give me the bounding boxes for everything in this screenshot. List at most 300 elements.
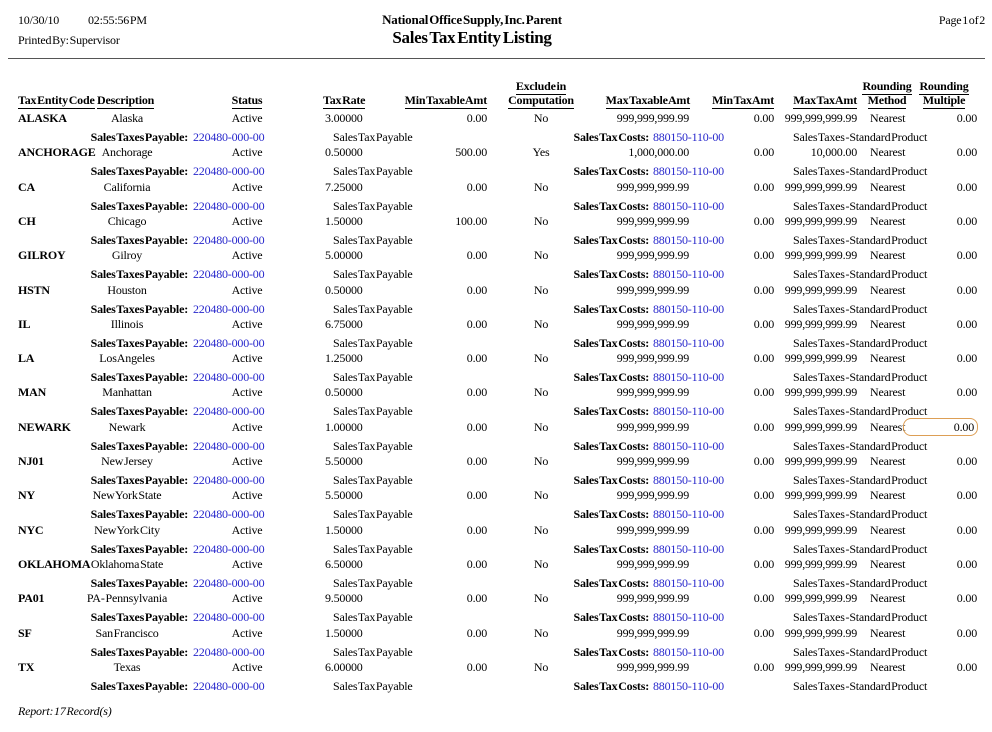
sales-tax-costs-account-link[interactable]: 880150-110-00 [653, 199, 724, 213]
exclude-in-computation-value: No [533, 626, 549, 640]
max-tax-amt-value: 999,999,999.99 [784, 626, 857, 640]
min-tax-amt-value: 0.00 [753, 317, 774, 331]
col-header-status: Status [231, 93, 263, 107]
col-header-tax-entity-code: Tax Entity Code [18, 93, 95, 107]
tax-entity-code: LA [18, 351, 35, 365]
tax-entity-description: Houston [107, 283, 147, 297]
sales-tax-costs-label: Sales Tax Costs: [573, 130, 649, 144]
rounding-method-value: Nearest [870, 317, 906, 331]
sales-tax-costs-account-link[interactable]: 880150-110-00 [653, 507, 724, 521]
sales-tax-costs-account-link[interactable]: 880150-110-00 [653, 610, 724, 624]
max-tax-amt-value: 999,999,999.99 [784, 317, 857, 331]
gl-accounts-line [0, 680, 992, 694]
sales-taxes-payable-description: Sales Tax Payable [333, 130, 413, 144]
max-tax-amt-value: 999,999,999.99 [784, 557, 857, 571]
tax-rate-value: 0.50000 [325, 385, 363, 399]
record-count-summary: Report: 17 Record(s) [18, 704, 112, 718]
status-value: Active [231, 283, 263, 297]
sales-tax-costs-description: Sales Taxes -Standard Product [793, 610, 928, 624]
sales-tax-costs-label: Sales Tax Costs: [573, 576, 649, 590]
rounding-method-value: Nearest [870, 591, 906, 605]
sales-taxes-payable-label: Sales Taxes Payable: [90, 370, 188, 384]
sales-taxes-payable-label: Sales Taxes Payable: [90, 610, 188, 624]
sales-tax-costs-description: Sales Taxes -Standard Product [793, 199, 928, 213]
sales-tax-costs-account-link[interactable]: 880150-110-00 [653, 233, 724, 247]
min-taxable-amt-value: 0.00 [466, 111, 487, 125]
col-header-rounding-method-line1: Rounding [862, 79, 912, 93]
sales-tax-costs-account-link[interactable]: 880150-110-00 [653, 679, 724, 693]
status-value: Active [231, 111, 263, 125]
min-taxable-amt-value: 0.00 [466, 248, 487, 262]
gl-accounts-line [0, 474, 992, 488]
sales-taxes-payable-label: Sales Taxes Payable: [90, 233, 188, 247]
tax-entity-description: San Francisco [95, 626, 159, 640]
tax-entity-code: NYC [18, 523, 44, 537]
min-taxable-amt-value: 0.00 [466, 317, 487, 331]
rounding-multiple-cell: 0.00 [956, 660, 977, 674]
tax-rate-value: 5.00000 [325, 248, 363, 262]
rounding-multiple-cell: 0.00 [956, 351, 977, 365]
min-taxable-amt-value: 0.00 [466, 523, 487, 537]
max-taxable-amt-value: 999,999,999.99 [616, 523, 689, 537]
max-taxable-amt-value: 999,999,999.99 [616, 488, 689, 502]
sales-tax-costs-account-link[interactable]: 880150-110-00 [653, 130, 724, 144]
sales-taxes-payable-account-link[interactable]: 220480-000-00 [193, 404, 265, 418]
max-taxable-amt-value: 999,999,999.99 [616, 351, 689, 365]
sales-tax-costs-label: Sales Tax Costs: [573, 302, 649, 316]
min-tax-amt-value: 0.00 [753, 488, 774, 502]
rounding-method-value: Nearest [870, 523, 906, 537]
sales-tax-costs-label: Sales Tax Costs: [573, 610, 649, 624]
max-taxable-amt-value: 999,999,999.99 [616, 283, 689, 297]
min-taxable-amt-value: 0.00 [466, 180, 487, 194]
sales-taxes-payable-label: Sales Taxes Payable: [90, 439, 188, 453]
sales-taxes-payable-label: Sales Taxes Payable: [90, 199, 188, 213]
sales-tax-costs-label: Sales Tax Costs: [573, 370, 649, 384]
tax-entity-code: HSTN [18, 283, 50, 297]
rounding-multiple-cell: 0.00 [956, 214, 977, 228]
status-value: Active [231, 488, 263, 502]
tax-entity-description: Gilroy [111, 248, 143, 262]
tax-entity-row [0, 352, 992, 386]
tax-rate-value: 1.50000 [325, 626, 363, 640]
tax-entity-row [0, 524, 992, 558]
tax-entity-main-line [0, 627, 992, 641]
sales-taxes-payable-account-link[interactable]: 220480-000-00 [193, 267, 265, 281]
sales-tax-costs-description: Sales Taxes -Standard Product [793, 679, 928, 693]
rounding-method-value: Nearest [870, 454, 906, 468]
tax-entity-description: New Jersey [101, 454, 153, 468]
sales-tax-costs-description: Sales Taxes -Standard Product [793, 507, 928, 521]
tax-entity-main-line [0, 284, 992, 298]
col-header-max-taxable-amt: Max Taxable Amt [605, 93, 690, 107]
tax-entity-code: NY [18, 488, 35, 502]
sales-taxes-payable-account-link[interactable]: 220480-000-00 [193, 370, 265, 384]
tax-rate-value: 3.00000 [325, 111, 363, 125]
sales-tax-costs-description: Sales Taxes -Standard Product [793, 645, 928, 659]
sales-tax-costs-label: Sales Tax Costs: [573, 542, 649, 556]
gl-accounts-line [0, 131, 992, 145]
status-value: Active [231, 660, 263, 674]
rounding-method-value: Nearest [870, 420, 906, 434]
max-tax-amt-value: 999,999,999.99 [784, 454, 857, 468]
header-divider [8, 58, 985, 59]
exclude-in-computation-value: No [533, 214, 549, 228]
tax-entity-main-line [0, 352, 992, 366]
tax-entity-main-line [0, 181, 992, 195]
sales-tax-costs-account-link[interactable]: 880150-110-00 [653, 404, 724, 418]
rounding-multiple-cell: 0.00 [956, 591, 977, 605]
col-header-rounding-multiple-line2: Multiple [922, 93, 966, 107]
tax-entity-description: Newark [108, 420, 146, 434]
status-value: Active [231, 626, 263, 640]
sales-taxes-payable-account-link[interactable]: 220480-000-00 [193, 610, 265, 624]
tax-entity-row [0, 318, 992, 352]
tax-entity-main-line [0, 146, 992, 160]
sales-tax-costs-account-link[interactable]: 880150-110-00 [653, 576, 724, 590]
min-taxable-amt-value: 0.00 [466, 385, 487, 399]
gl-accounts-line [0, 371, 992, 385]
sales-taxes-payable-label: Sales Taxes Payable: [90, 164, 188, 178]
sales-taxes-payable-account-link[interactable]: 220480-000-00 [193, 164, 265, 178]
status-value: Active [231, 523, 263, 537]
tax-entity-description: Manhattan [102, 385, 152, 399]
col-header-description: Description [97, 93, 155, 107]
gl-accounts-line [0, 508, 992, 522]
tax-entity-row [0, 455, 992, 489]
max-taxable-amt-value: 999,999,999.99 [616, 557, 689, 571]
rounding-multiple-cell-highlighted[interactable]: 0.00 [903, 418, 978, 436]
min-tax-amt-value: 0.00 [753, 145, 774, 159]
sales-taxes-payable-description: Sales Tax Payable [333, 542, 413, 556]
status-value: Active [231, 317, 263, 331]
sales-tax-costs-label: Sales Tax Costs: [573, 507, 649, 521]
printed-by-label: Printed By: [18, 33, 69, 47]
rounding-multiple-cell: 0.00 [956, 488, 977, 502]
sales-tax-costs-description: Sales Taxes -Standard Product [793, 370, 928, 384]
status-value: Active [231, 214, 263, 228]
company-name: National Office Supply, Inc. Parent [382, 12, 562, 27]
tax-entity-main-line [0, 421, 992, 435]
tax-entity-code: IL [18, 317, 31, 331]
gl-accounts-line [0, 440, 992, 454]
sales-tax-costs-account-link[interactable]: 880150-110-00 [653, 439, 724, 453]
sales-tax-costs-label: Sales Tax Costs: [573, 679, 649, 693]
rounding-method-value: Nearest [870, 351, 906, 365]
tax-entity-main-line [0, 524, 992, 538]
min-tax-amt-value: 0.00 [753, 420, 774, 434]
max-tax-amt-value: 999,999,999.99 [784, 111, 857, 125]
exclude-in-computation-value: No [533, 180, 549, 194]
sales-taxes-payable-label: Sales Taxes Payable: [90, 336, 188, 350]
gl-accounts-line [0, 268, 992, 282]
gl-accounts-line [0, 646, 992, 660]
sales-tax-costs-description: Sales Taxes -Standard Product [793, 404, 928, 418]
col-header-tax-rate: Tax Rate [323, 93, 366, 107]
gl-accounts-line [0, 543, 992, 557]
col-header-exclude-line1: Exclude in [515, 79, 567, 93]
status-value: Active [231, 420, 263, 434]
sales-tax-costs-description: Sales Taxes -Standard Product [793, 336, 928, 350]
status-value: Active [231, 351, 263, 365]
tax-entity-row [0, 592, 992, 626]
sales-tax-costs-account-link[interactable]: 880150-110-00 [653, 164, 724, 178]
tax-entity-description: Texas [113, 660, 141, 674]
exclude-in-computation-value: No [533, 283, 549, 297]
sales-taxes-payable-label: Sales Taxes Payable: [90, 267, 188, 281]
min-taxable-amt-value: 500.00 [455, 145, 487, 159]
rounding-multiple-cell: 0.00 [956, 385, 977, 399]
tax-entity-row [0, 421, 992, 455]
min-tax-amt-value: 0.00 [753, 523, 774, 537]
sales-taxes-payable-account-link[interactable]: 220480-000-00 [193, 199, 265, 213]
sales-taxes-payable-account-link[interactable]: 220480-000-00 [193, 233, 265, 247]
exclude-in-computation-value: No [533, 488, 549, 502]
rounding-multiple-cell: 0.00 [956, 283, 977, 297]
tax-entity-row [0, 661, 992, 695]
sales-taxes-payable-label: Sales Taxes Payable: [90, 507, 188, 521]
gl-accounts-line [0, 234, 992, 248]
tax-entity-row [0, 146, 992, 180]
status-value: Active [231, 454, 263, 468]
sales-taxes-payable-account-link[interactable]: 220480-000-00 [193, 439, 265, 453]
max-taxable-amt-value: 999,999,999.99 [616, 317, 689, 331]
sales-taxes-payable-label: Sales Taxes Payable: [90, 404, 188, 418]
gl-accounts-line [0, 405, 992, 419]
max-tax-amt-value: 999,999,999.99 [784, 351, 857, 365]
tax-rate-value: 9.50000 [325, 591, 363, 605]
tax-rate-value: 0.50000 [325, 283, 363, 297]
tax-entity-row [0, 112, 992, 146]
tax-entity-main-line [0, 489, 992, 503]
tax-rate-value: 6.75000 [325, 317, 363, 331]
min-tax-amt-value: 0.00 [753, 248, 774, 262]
rounding-method-value: Nearest [870, 214, 906, 228]
sales-taxes-payable-description: Sales Tax Payable [333, 164, 413, 178]
min-tax-amt-value: 0.00 [753, 180, 774, 194]
min-tax-amt-value: 0.00 [753, 214, 774, 228]
sales-taxes-payable-label: Sales Taxes Payable: [90, 542, 188, 556]
max-taxable-amt-value: 1,000,000.00 [628, 145, 689, 159]
sales-taxes-payable-label: Sales Taxes Payable: [90, 645, 188, 659]
tax-entity-main-line [0, 318, 992, 332]
sales-taxes-payable-description: Sales Tax Payable [333, 404, 413, 418]
max-tax-amt-value: 999,999,999.99 [784, 283, 857, 297]
tax-entity-description: PA - Pennsylvania [86, 591, 168, 605]
tax-entity-code: CH [18, 214, 36, 228]
min-taxable-amt-value: 0.00 [466, 660, 487, 674]
tax-entity-code: TX [18, 660, 35, 674]
sales-taxes-payable-description: Sales Tax Payable [333, 439, 413, 453]
status-value: Active [231, 145, 263, 159]
sales-tax-costs-description: Sales Taxes -Standard Product [793, 267, 928, 281]
gl-accounts-line [0, 200, 992, 214]
sales-tax-costs-account-link[interactable]: 880150-110-00 [653, 473, 724, 487]
report-title: Sales Tax Entity Listing [392, 28, 552, 47]
min-tax-amt-value: 0.00 [753, 626, 774, 640]
tax-rate-value: 7.25000 [325, 180, 363, 194]
sales-taxes-payable-label: Sales Taxes Payable: [90, 576, 188, 590]
exclude-in-computation-value: No [533, 454, 549, 468]
sales-taxes-payable-label: Sales Taxes Payable: [90, 679, 188, 693]
tax-entity-code: SF [18, 626, 32, 640]
rounding-method-value: Nearest [870, 557, 906, 571]
rounding-multiple-cell: 0.00 [956, 317, 977, 331]
sales-taxes-payable-account-link[interactable]: 220480-000-00 [193, 336, 265, 350]
sales-tax-costs-description: Sales Taxes -Standard Product [793, 302, 928, 316]
sales-tax-costs-label: Sales Tax Costs: [573, 473, 649, 487]
sales-tax-costs-description: Sales Taxes -Standard Product [793, 164, 928, 178]
tax-entity-code: CA [18, 180, 35, 194]
sales-taxes-payable-description: Sales Tax Payable [333, 336, 413, 350]
max-taxable-amt-value: 999,999,999.99 [616, 591, 689, 605]
exclude-in-computation-value: Yes [532, 145, 550, 159]
sales-tax-costs-account-link[interactable]: 880150-110-00 [653, 302, 724, 316]
sales-tax-costs-label: Sales Tax Costs: [573, 404, 649, 418]
rounding-multiple-cell: 0.00 [956, 248, 977, 262]
min-tax-amt-value: 0.00 [753, 283, 774, 297]
sales-taxes-payable-account-link[interactable]: 220480-000-00 [193, 473, 265, 487]
tax-entity-row [0, 215, 992, 249]
tax-entity-main-line [0, 661, 992, 675]
status-value: Active [231, 557, 263, 571]
exclude-in-computation-value: No [533, 317, 549, 331]
tax-entity-description: California [103, 180, 151, 194]
min-tax-amt-value: 0.00 [753, 454, 774, 468]
tax-rate-value: 1.00000 [325, 420, 363, 434]
tax-entity-description: New York State [92, 488, 162, 502]
sales-tax-costs-description: Sales Taxes -Standard Product [793, 439, 928, 453]
min-taxable-amt-value: 0.00 [466, 557, 487, 571]
sales-taxes-payable-label: Sales Taxes Payable: [90, 130, 188, 144]
min-taxable-amt-value: 100.00 [455, 214, 487, 228]
tax-entity-row [0, 284, 992, 318]
max-tax-amt-value: 999,999,999.99 [784, 248, 857, 262]
rounding-method-value: Nearest [870, 626, 906, 640]
rounding-multiple-cell: 0.00 [956, 145, 977, 159]
col-header-min-tax-amt: Min Tax Amt [712, 93, 774, 107]
sales-taxes-payable-description: Sales Tax Payable [333, 679, 413, 693]
max-tax-amt-value: 999,999,999.99 [784, 591, 857, 605]
sales-taxes-payable-description: Sales Tax Payable [333, 267, 413, 281]
exclude-in-computation-value: No [533, 557, 549, 571]
max-taxable-amt-value: 999,999,999.99 [616, 385, 689, 399]
tax-rate-value: 6.00000 [325, 660, 363, 674]
max-tax-amt-value: 999,999,999.99 [784, 385, 857, 399]
sales-taxes-payable-description: Sales Tax Payable [333, 576, 413, 590]
rounding-multiple-cell: 0.00 [956, 523, 977, 537]
tax-entity-main-line [0, 455, 992, 469]
sales-taxes-payable-account-link[interactable]: 220480-000-00 [193, 576, 265, 590]
tax-entity-code: PA01 [18, 591, 45, 605]
min-tax-amt-value: 0.00 [753, 557, 774, 571]
tax-entity-description: Oklahoma State [90, 557, 164, 571]
tax-entity-row [0, 558, 992, 592]
status-value: Active [231, 591, 263, 605]
sales-taxes-payable-description: Sales Tax Payable [333, 199, 413, 213]
sales-tax-costs-description: Sales Taxes -Standard Product [793, 130, 928, 144]
col-header-rounding-multiple-line1: Rounding [919, 79, 969, 93]
tax-rate-value: 6.50000 [325, 557, 363, 571]
tax-entity-main-line [0, 558, 992, 572]
printed-by-value: Supervisor [69, 33, 120, 47]
tax-rate-value: 5.50000 [325, 454, 363, 468]
sales-taxes-payable-description: Sales Tax Payable [333, 473, 413, 487]
gl-accounts-line [0, 303, 992, 317]
tax-entity-code: NEWARK [18, 420, 71, 434]
sales-taxes-payable-account-link[interactable]: 220480-000-00 [193, 645, 265, 659]
exclude-in-computation-value: No [533, 385, 549, 399]
sales-tax-costs-label: Sales Tax Costs: [573, 233, 649, 247]
min-taxable-amt-value: 0.00 [466, 454, 487, 468]
max-taxable-amt-value: 999,999,999.99 [616, 248, 689, 262]
col-header-max-tax-amt: Max Tax Amt [793, 93, 857, 107]
exclude-in-computation-value: No [533, 660, 549, 674]
tax-entity-code: NJ01 [18, 454, 44, 468]
tax-entity-row [0, 249, 992, 283]
tax-entity-code: GILROY [18, 248, 66, 262]
rounding-method-value: Nearest [870, 488, 906, 502]
rounding-method-value: Nearest [870, 180, 906, 194]
sales-taxes-payable-description: Sales Tax Payable [333, 645, 413, 659]
sales-tax-costs-account-link[interactable]: 880150-110-00 [653, 645, 724, 659]
tax-entity-description: New York City [94, 523, 160, 537]
tax-entity-description: Chicago [107, 214, 147, 228]
max-taxable-amt-value: 999,999,999.99 [616, 111, 689, 125]
max-tax-amt-value: 10,000.00 [810, 145, 857, 159]
min-taxable-amt-value: 0.00 [466, 420, 487, 434]
min-taxable-amt-value: 0.00 [466, 283, 487, 297]
max-tax-amt-value: 999,999,999.99 [784, 488, 857, 502]
sales-taxes-payable-account-link[interactable]: 220480-000-00 [193, 507, 265, 521]
rounding-method-value: Nearest [870, 385, 906, 399]
col-header-rounding-method-line2: Method [867, 93, 907, 107]
sales-tax-costs-account-link[interactable]: 880150-110-00 [653, 267, 724, 281]
sales-taxes-payable-account-link[interactable]: 220480-000-00 [193, 542, 265, 556]
max-taxable-amt-value: 999,999,999.99 [616, 180, 689, 194]
min-tax-amt-value: 0.00 [753, 591, 774, 605]
tax-entity-description: Alaska [110, 111, 144, 125]
rounding-multiple-cell: 0.00 [956, 626, 977, 640]
min-taxable-amt-value: 0.00 [466, 351, 487, 365]
sales-tax-costs-account-link[interactable]: 880150-110-00 [653, 336, 724, 350]
rounding-multiple-cell: 0.00 [956, 557, 977, 571]
max-taxable-amt-value: 999,999,999.99 [616, 420, 689, 434]
sales-taxes-payable-description: Sales Tax Payable [333, 233, 413, 247]
sales-taxes-payable-account-link[interactable]: 220480-000-00 [193, 130, 265, 144]
max-tax-amt-value: 999,999,999.99 [784, 180, 857, 194]
rounding-method-value: Nearest [870, 111, 906, 125]
tax-entity-main-line [0, 249, 992, 263]
sales-tax-costs-account-link[interactable]: 880150-110-00 [653, 542, 724, 556]
sales-taxes-payable-account-link[interactable]: 220480-000-00 [193, 302, 265, 316]
max-tax-amt-value: 999,999,999.99 [784, 420, 857, 434]
tax-rate-value: 1.25000 [325, 351, 363, 365]
max-taxable-amt-value: 999,999,999.99 [616, 660, 689, 674]
min-tax-amt-value: 0.00 [753, 385, 774, 399]
tax-entity-main-line [0, 592, 992, 606]
sales-tax-costs-label: Sales Tax Costs: [573, 267, 649, 281]
rounding-method-value: Nearest [870, 145, 906, 159]
rounding-method-value: Nearest [870, 660, 906, 674]
sales-tax-costs-account-link[interactable]: 880150-110-00 [653, 370, 724, 384]
gl-accounts-line [0, 165, 992, 179]
status-value: Active [231, 248, 263, 262]
sales-taxes-payable-description: Sales Tax Payable [333, 302, 413, 316]
rounding-multiple-cell: 0.00 [956, 454, 977, 468]
sales-taxes-payable-account-link[interactable]: 220480-000-00 [193, 679, 265, 693]
sales-tax-costs-description: Sales Taxes -Standard Product [793, 542, 928, 556]
